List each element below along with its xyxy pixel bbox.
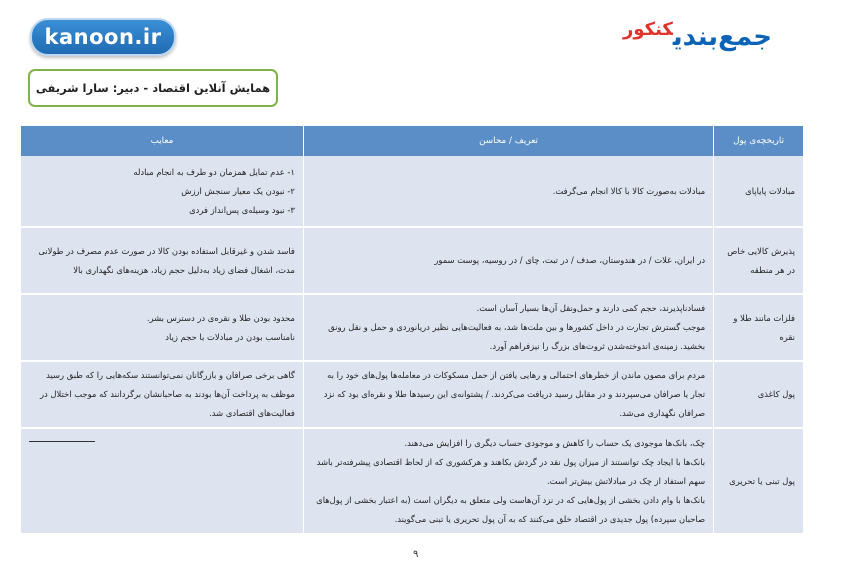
cell-history: فلزات مانند طلا و نقره — [714, 294, 803, 361]
logo-text: kanoon.ir — [44, 25, 162, 49]
cell-history: مبادلات پایاپای — [714, 156, 803, 227]
table-row — [21, 428, 803, 534]
cell-history: پول کاغذی — [714, 361, 803, 428]
cell-history: پول تبنی یا تحریری — [714, 428, 803, 534]
definition-line: در ایران، غلات / در هندوستان، صدف / در تبت، چای / در روسیه، پوست سمور — [434, 255, 706, 265]
kanoon-logo[interactable] — [30, 18, 176, 56]
course-title: همایش آنلاین اقتصاد - دبیر: سارا شریفی — [35, 81, 271, 95]
cell-definition — [303, 227, 713, 294]
definition-line: موجب گسترش تجارت در داخل کشورها و بین ملت‌ها شد، به فعالیت‌هایی نظیر دریانوردی و حمل و نقل رونق بخشید. زمینه‌ی اندوخته‌شدن ثروت‌های بزرگ را نیزفراهم آورد. — [328, 322, 706, 351]
cell-disadvantages — [21, 227, 303, 294]
cell-definition — [303, 428, 713, 534]
table-header-row — [21, 126, 803, 156]
brand-main: جمع‌بندی — [672, 22, 772, 52]
disadvantage-line: ۲- نبودن یک معیار سنجش ارزش — [181, 185, 295, 196]
disadvantage-line: ۱- عدم تمایل همزمان دو طرف به انجام مبادله — [133, 166, 295, 177]
definition-line: چک، بانک‌ها موجودی یک حساب را کاهش و موجودی حساب دیگری را افزایش می‌دهند. — [404, 437, 706, 448]
course-title-box — [28, 69, 278, 107]
money-history-table — [21, 126, 803, 535]
disadvantage-line: فاسد شدن و غیرقابل استفاده بودن کالا در صورت عدم مصرف در طولانی مدت، اشغال فضای زیاد به‌دلیل حجم زیاد، هزینه‌های نگهداری بالا — [38, 245, 295, 275]
cell-disadvantages — [21, 156, 303, 227]
cell-disadvantages — [21, 428, 303, 534]
definition-line: مبادلات به‌صورت کالا با کالا انجام می‌گرفت. — [552, 185, 706, 196]
table-row — [21, 156, 803, 227]
cell-definition — [303, 156, 713, 227]
header-disadvantages: معایب — [21, 126, 303, 156]
table-row — [21, 361, 803, 428]
cell-definition — [303, 294, 713, 361]
disadvantage-line: ۳- نبود وسیله‌ی پس‌انداز فردی — [189, 204, 295, 215]
definition-line: مردم برای مصون ماندن از خطرهای احتمالی و رهایی یافتن از حمل مسکوکات در معامله‌ها پول‌های خود را به تجار یا صرافان می‌سپردند و در مقابل رسید دریافت می‌کردند. / پشتوانه‌ی این رسیدها طلا و نقره‌ای بود که نزد صرافان نگهداری می‌شد. — [323, 370, 706, 418]
definition-line: فسادناپذیرند، حجم کمی دارند و حمل‌ونقل آن‌ها بسیار آسان است. — [476, 303, 706, 313]
disadvantage-line: محدود بودن طلا و نقره‌ی در دسترس بشر. — [146, 312, 295, 323]
empty-dash — [29, 441, 95, 442]
definition-line: بانک‌ها با ایجاد چک توانستند از میزان پول نقد در گردش بکاهند و هرکشوری که از لحاظ اقتصادی پیشرفته‌تر باشد سهم استفاد از چک در مبادلاتش بیش‌تر است. — [316, 456, 706, 486]
header-history: تاریخچه‌ی پول — [714, 126, 803, 156]
disadvantage-line: گاهی برخی صرافان و بازرگانان نمی‌توانستند سکه‌هایی را که طبق رسید موظف به پرداخت آن‌ها بودند به صاحبانشان برگردانند که موجب اختلال در فعالیت‌های اقتصادی شد. — [39, 370, 295, 418]
table-row — [21, 227, 803, 294]
definition-line: بانک‌ها با وام دادن بخشی از پول‌هایی که در نزد آن‌هاست ولی متعلق به دیگران است (به اعتبار بخشی از پول‌های صاحبان سپرده) پول جدیدی در اقتصاد خلق می‌کنند که به آن پول تحریری یا تبنی می‌گویند. — [316, 494, 706, 524]
cell-disadvantages — [21, 361, 303, 428]
cell-definition — [303, 361, 713, 428]
brand-title — [588, 19, 772, 58]
page-number: ۹ — [413, 549, 419, 560]
disadvantage-line: نامناسب بودن در مبادلات با حجم زیاد — [165, 331, 295, 342]
cell-disadvantages — [21, 294, 303, 361]
table-row — [21, 294, 803, 361]
header-definition: تعریف / محاسن — [303, 126, 713, 156]
cell-history: پذیرش کالایی خاص در هر منطقه — [714, 227, 803, 294]
brand-sub: کنکور — [622, 19, 673, 40]
